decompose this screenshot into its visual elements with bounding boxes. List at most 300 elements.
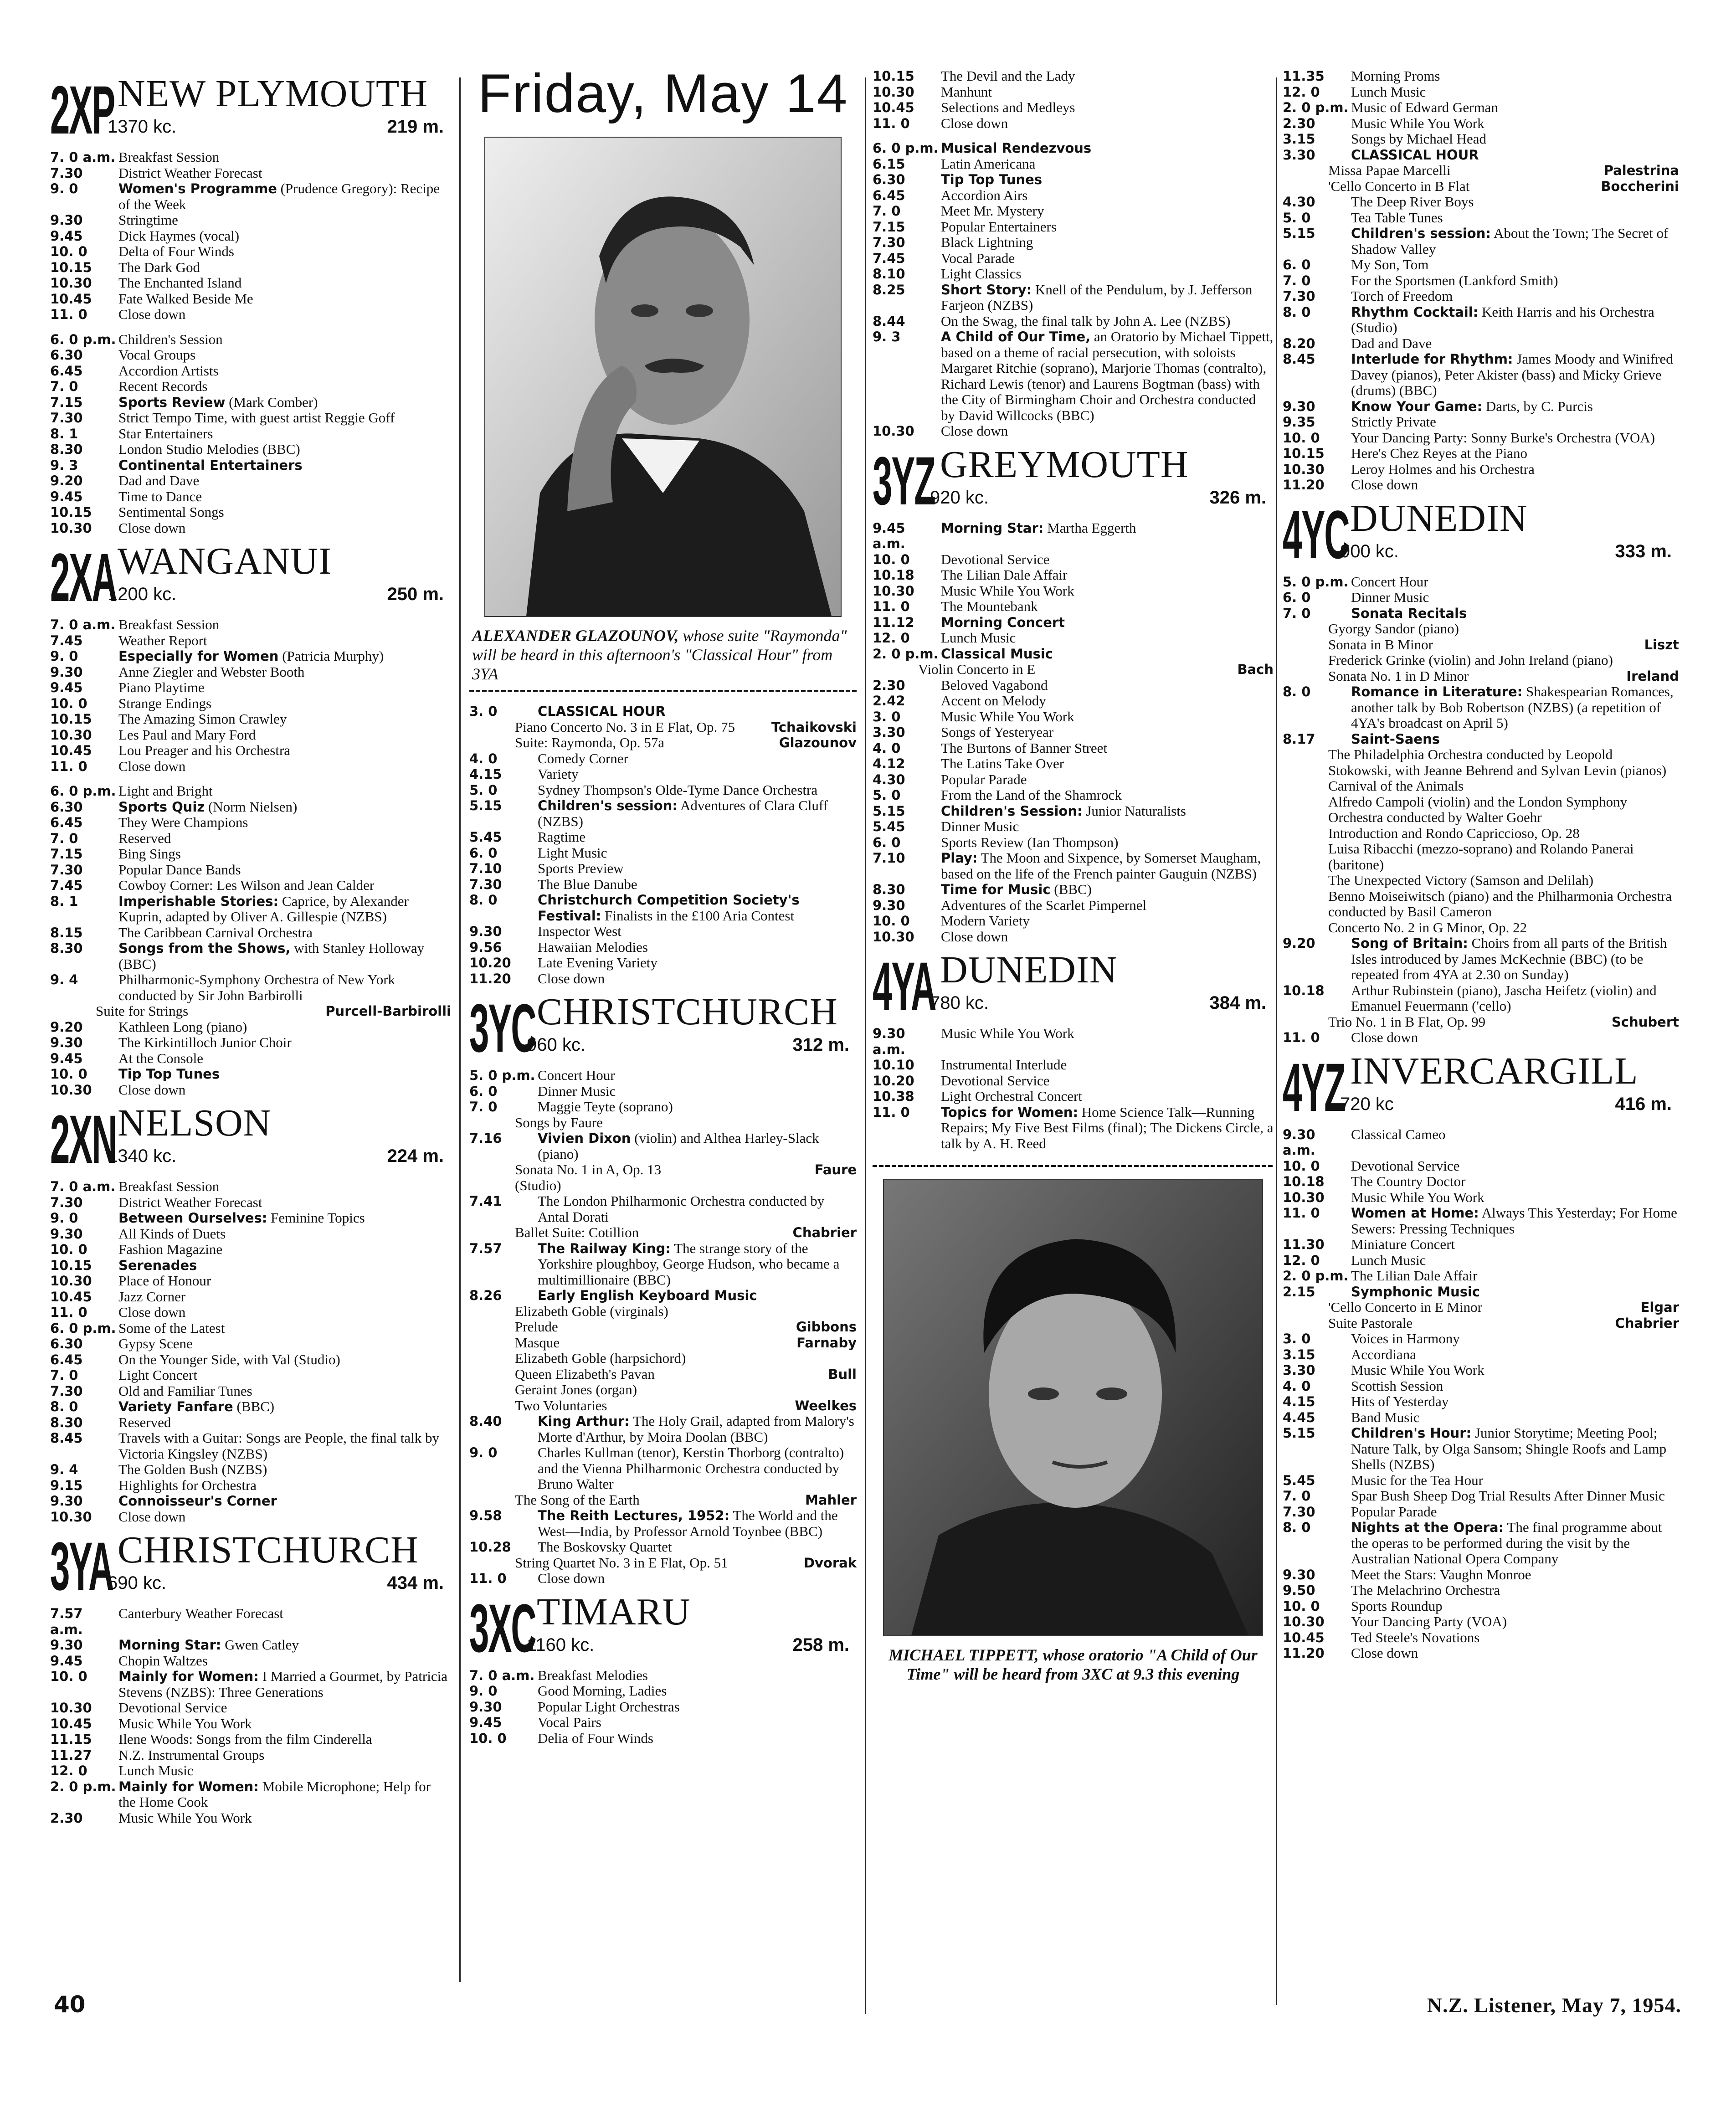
programme-time: 9.45 a.m. bbox=[873, 520, 905, 551]
programme-time: 5. 0 bbox=[873, 787, 901, 803]
programme-item bbox=[1283, 477, 1679, 493]
programme-description: Bing Sings bbox=[118, 846, 181, 862]
programme-item bbox=[873, 329, 1274, 423]
programme-item bbox=[50, 1305, 451, 1321]
composer: Faure bbox=[814, 1162, 857, 1177]
programme-time: 10.30 bbox=[873, 84, 914, 100]
station-list bbox=[469, 704, 857, 1746]
station-city: INVERCARGILL bbox=[1350, 1049, 1638, 1092]
programme-text bbox=[1351, 477, 1679, 493]
programme-description: Close down bbox=[941, 423, 1008, 439]
programme-item bbox=[873, 678, 1274, 694]
programme-description: Dad and Dave bbox=[1351, 335, 1432, 351]
work-title: Introduction and Rondo Capriccioso, Op. 28 bbox=[1328, 825, 1580, 841]
programme-detail bbox=[469, 1178, 857, 1194]
programme-item bbox=[873, 756, 1274, 772]
programme-description: Gwen Catley bbox=[225, 1637, 299, 1653]
programme-text bbox=[1351, 1598, 1679, 1614]
station-city: NELSON bbox=[118, 1102, 272, 1144]
programme-description: The Mountebank bbox=[941, 598, 1038, 614]
programme-text bbox=[538, 877, 857, 893]
programme-item bbox=[873, 1026, 1274, 1057]
programme-time: 10.10 bbox=[873, 1057, 914, 1073]
programme-text bbox=[118, 1747, 451, 1763]
programme-time: 7.45 bbox=[873, 250, 905, 266]
programme-description: Accordion Airs bbox=[941, 187, 1028, 203]
programme-item bbox=[1283, 462, 1679, 478]
programme-time: 6.15 bbox=[873, 156, 905, 172]
programme-item bbox=[50, 759, 451, 775]
programme-text bbox=[118, 862, 451, 878]
programme-item bbox=[1283, 1630, 1679, 1646]
programme-text bbox=[118, 410, 451, 426]
programme-item bbox=[873, 1105, 1274, 1152]
programme-time: 10.20 bbox=[873, 1073, 914, 1089]
programme-description: Popular Entertainers bbox=[941, 218, 1057, 235]
programme-text bbox=[941, 266, 1274, 282]
programme-time: 9.30 bbox=[50, 664, 83, 680]
programme-time: 10.30 bbox=[1283, 1614, 1325, 1629]
programme-time: 2. 0 p.m. bbox=[873, 646, 939, 662]
programme-item bbox=[50, 379, 451, 395]
programme-highlight: Tip Top Tunes bbox=[118, 1066, 220, 1082]
programme-description: The strange story of the Yorkshire ploughboy, George Hudson, who became a multimillionaire (BBC) bbox=[538, 1240, 840, 1288]
programme-description: Light and Bright bbox=[118, 783, 213, 799]
programme-text bbox=[538, 1068, 857, 1084]
spacer bbox=[50, 323, 451, 332]
programme-item bbox=[1283, 1473, 1679, 1489]
programme-time: 11. 0 bbox=[873, 599, 910, 614]
programme-text bbox=[118, 332, 451, 348]
column-4 bbox=[1283, 68, 1679, 2000]
work-title: Masque bbox=[515, 1334, 560, 1351]
programme-description: Junior Naturalists bbox=[1086, 802, 1186, 819]
programme-description: The Lilian Dale Affair bbox=[1351, 1268, 1478, 1284]
programme-text bbox=[538, 1193, 857, 1225]
programme-text bbox=[118, 1383, 451, 1399]
programme-description: Arthur Rubinstein (piano), Jascha Heifetz (violin) and Emanuel Feuermann ('cello) bbox=[1351, 982, 1657, 1014]
programme-description: Variety bbox=[538, 766, 579, 782]
programme-item bbox=[469, 782, 857, 798]
programme-item bbox=[50, 489, 451, 505]
programme-description: (BBC) bbox=[1054, 881, 1092, 897]
programme-text bbox=[941, 1073, 1274, 1089]
programme-highlight: Women at Home: bbox=[1351, 1205, 1479, 1221]
programme-text bbox=[118, 1082, 451, 1098]
programme-detail bbox=[1283, 841, 1679, 873]
programme-item bbox=[1283, 1127, 1679, 1158]
programme-text bbox=[1351, 590, 1679, 606]
programme-highlight: Morning Concert bbox=[941, 614, 1065, 630]
programme-text bbox=[118, 743, 451, 759]
programme-text bbox=[118, 1336, 451, 1352]
programme-detail bbox=[1283, 778, 1679, 794]
programme-time: 10.15 bbox=[50, 504, 92, 520]
station-header bbox=[1283, 497, 1679, 574]
programme-time: 7. 0 a.m. bbox=[50, 617, 116, 632]
programme-time: 9.30 bbox=[469, 1699, 502, 1715]
programme-text bbox=[941, 1105, 1274, 1152]
programme-time: 4.12 bbox=[873, 756, 905, 771]
programme-item bbox=[50, 1763, 451, 1779]
programme-description: Adventures of the Scarlet Pimpernel bbox=[941, 897, 1147, 913]
programme-description: an Oratorio by Michael Tippett, based on a theme of racial persecution, with soloists Margaret Ritchie (soprano), Marjorie Thomas (contralto), Richard Lewis (tenor) and Laurens Bogtman (bass) with the City of Birmingham Choir and Orchestra conducted by David Willcocks (BBC) bbox=[941, 329, 1274, 423]
work-title: Elizabeth Goble (harpsichord) bbox=[515, 1350, 686, 1366]
programme-item bbox=[469, 1539, 857, 1555]
programme-description: Selections and Medleys bbox=[941, 99, 1075, 115]
programme-item bbox=[1283, 1362, 1679, 1378]
divider bbox=[873, 1165, 1274, 1167]
programme-description: Close down bbox=[538, 1570, 605, 1586]
programme-description: Cowboy Corner: Les Wilson and Jean Calder bbox=[118, 877, 375, 893]
programme-text bbox=[118, 1195, 451, 1211]
programme-item bbox=[1283, 1347, 1679, 1363]
programme-highlight: Rhythm Cocktail: bbox=[1351, 304, 1479, 320]
programme-description: Accordion Artists bbox=[118, 362, 219, 379]
programme-description: Canterbury Weather Forecast bbox=[118, 1605, 283, 1621]
programme-highlight: Classical Music bbox=[941, 646, 1053, 662]
programme-time: 9. 3 bbox=[873, 329, 901, 344]
composer: Purcell-Barbirolli bbox=[325, 1003, 451, 1019]
programme-description: Hits of Yesterday bbox=[1351, 1393, 1449, 1409]
programme-item bbox=[1283, 1410, 1679, 1426]
programme-time: 8.10 bbox=[873, 266, 905, 282]
programme-text bbox=[941, 567, 1274, 583]
composer: Boccherini bbox=[1601, 178, 1679, 194]
programme-text bbox=[941, 929, 1274, 945]
programme-description: Weather Report bbox=[118, 632, 207, 648]
programme-text bbox=[941, 203, 1274, 219]
programme-item bbox=[1283, 446, 1679, 462]
programme-item bbox=[873, 709, 1274, 725]
programme-text bbox=[118, 648, 451, 664]
programme-text bbox=[118, 1430, 451, 1462]
programme-item bbox=[1283, 1331, 1679, 1347]
programme-time: 10.15 bbox=[50, 1257, 92, 1273]
programme-highlight: Especially for Women bbox=[118, 648, 279, 664]
programme-highlight: Vivien Dixon bbox=[538, 1130, 631, 1146]
programme-text bbox=[118, 1810, 451, 1826]
programme-detail bbox=[1283, 653, 1679, 668]
station-frequency: 920 kc. bbox=[930, 487, 989, 508]
programme-description: (Patricia Murphy) bbox=[282, 648, 384, 664]
programme-time: 10.30 bbox=[50, 1700, 92, 1716]
programme-detail bbox=[469, 1304, 857, 1320]
programme-text bbox=[941, 740, 1274, 756]
programme-item bbox=[50, 1082, 451, 1098]
programme-highlight: Sports Review bbox=[118, 394, 226, 410]
programme-item bbox=[1283, 351, 1679, 399]
programme-item bbox=[469, 1508, 857, 1539]
programme-time: 9. 0 bbox=[469, 1683, 498, 1699]
programme-item bbox=[50, 1019, 451, 1035]
programme-text bbox=[941, 725, 1274, 740]
programme-description: Place of Honour bbox=[118, 1273, 211, 1289]
programme-item bbox=[1283, 1253, 1679, 1269]
programme-item bbox=[50, 831, 451, 847]
programme-time: 10. 0 bbox=[50, 1669, 87, 1684]
programme-item bbox=[1283, 1598, 1679, 1614]
programme-description: Choirs from all parts of the British Isles introduced by James McKechnie (BBC) (to be repeated from 4YA at 2.30 on Sunday) bbox=[1351, 935, 1667, 982]
programme-description: Star Entertainers bbox=[118, 425, 213, 442]
programme-detail bbox=[1283, 889, 1679, 920]
programme-text bbox=[118, 878, 451, 894]
programme-description: Inspector West bbox=[538, 923, 621, 939]
programme-text bbox=[118, 347, 451, 363]
programme-item bbox=[50, 1732, 451, 1747]
programme-item bbox=[873, 787, 1274, 803]
programme-description: Close down bbox=[118, 758, 186, 774]
programme-text bbox=[538, 1668, 857, 1684]
programme-item bbox=[469, 751, 857, 767]
programme-text bbox=[1351, 100, 1679, 116]
caption-text: whose oratorio "A Child of Our Time" will be heard from 3XC at 9.3 this evening bbox=[906, 1646, 1258, 1683]
programme-time: 11. 0 bbox=[50, 1305, 87, 1320]
programme-text bbox=[941, 235, 1274, 251]
programme-item bbox=[50, 332, 451, 348]
programme-item bbox=[50, 862, 451, 878]
programme-text bbox=[118, 395, 451, 411]
programme-description: Strict Tempo Time, with guest artist Reggie Goff bbox=[118, 410, 395, 426]
station-city: WANGANUI bbox=[118, 540, 332, 582]
programme-highlight: Morning Star: bbox=[118, 1637, 221, 1653]
programme-item bbox=[873, 819, 1274, 835]
programme-description: Devotional Service bbox=[941, 551, 1050, 567]
programme-highlight: Women's Programme bbox=[118, 181, 277, 196]
programme-item bbox=[50, 1653, 451, 1669]
programme-text bbox=[1351, 935, 1679, 983]
programme-time: 7.15 bbox=[50, 846, 83, 862]
programme-detail bbox=[469, 1367, 857, 1382]
programme-item bbox=[469, 1683, 857, 1699]
programme-description: The Deep River Boys bbox=[1351, 194, 1474, 210]
programme-time: 7.45 bbox=[50, 878, 83, 893]
programme-description: Keith Harris and his Orchestra (Studio) bbox=[1351, 303, 1654, 335]
programme-text bbox=[538, 845, 857, 861]
programme-text bbox=[1351, 1645, 1679, 1661]
programme-time: 10. 0 bbox=[873, 913, 910, 929]
programme-description: Popular Light Orchestras bbox=[538, 1698, 680, 1715]
programme-highlight: CLASSICAL HOUR bbox=[1351, 147, 1479, 163]
caption-name: ALEXANDER GLAZOUNOV, bbox=[472, 627, 679, 645]
programme-time: 10.30 bbox=[873, 583, 914, 599]
programme-text bbox=[118, 1242, 451, 1258]
programme-time: 6.30 bbox=[50, 1336, 83, 1351]
station-city: CHRISTCHURCH bbox=[118, 1529, 419, 1571]
programme-description: Lunch Music bbox=[1351, 1252, 1426, 1268]
programme-time: 7.10 bbox=[873, 850, 905, 866]
programme-item bbox=[1283, 935, 1679, 983]
programme-text bbox=[941, 709, 1274, 725]
programme-time: 10.30 bbox=[50, 275, 92, 291]
programme-time: 7.15 bbox=[873, 219, 905, 235]
programme-time: 9. 0 bbox=[50, 648, 78, 664]
programme-time: 9.45 bbox=[50, 680, 83, 695]
programme-text bbox=[118, 363, 451, 379]
programme-text bbox=[941, 787, 1274, 803]
programme-highlight: Symphonic Music bbox=[1351, 1284, 1480, 1300]
programme-text bbox=[118, 489, 451, 505]
programme-time: 9.20 bbox=[50, 1019, 83, 1035]
programme-description: Music While You Work bbox=[1351, 1189, 1484, 1205]
programme-description: Chopin Waltzes bbox=[118, 1652, 208, 1669]
programme-text bbox=[941, 599, 1274, 615]
programme-description: Lunch Music bbox=[1351, 83, 1426, 100]
programme-item bbox=[1283, 288, 1679, 304]
programme-description: Kathleen Long (piano) bbox=[118, 1018, 247, 1035]
programme-highlight: Continental Entertainers bbox=[118, 457, 303, 473]
station-city: NEW PLYMOUTH bbox=[118, 72, 428, 115]
programme-item bbox=[50, 783, 451, 799]
programme-detail bbox=[1283, 621, 1679, 637]
programme-text bbox=[941, 329, 1274, 423]
programme-time: 10.18 bbox=[1283, 982, 1325, 998]
programme-item bbox=[50, 426, 451, 442]
programme-description: Charles Kullman (tenor), Kerstin Thorborg (contralto) and the Vienna Philharmonic Orchestra conducted by Bruno Walter bbox=[538, 1444, 844, 1492]
programme-time: 8.20 bbox=[1283, 335, 1315, 351]
programme-description: The Moon and Sixpence, by Somerset Maugham, based on the life of the French painter Gauguin (NZBS) bbox=[941, 850, 1261, 882]
programme-description: Anne Ziegler and Webster Booth bbox=[118, 663, 305, 680]
station-frequency: 1160 kc. bbox=[527, 1634, 595, 1655]
programme-time: 2. 0 p.m. bbox=[1283, 100, 1349, 115]
programme-time: 9.30 bbox=[1283, 1567, 1315, 1583]
programme-text bbox=[1351, 1205, 1679, 1237]
programme-time: 8.15 bbox=[50, 925, 83, 940]
programme-highlight: The Railway King: bbox=[538, 1240, 671, 1256]
programme-time: 9. 0 bbox=[469, 1445, 498, 1460]
programme-detail bbox=[873, 662, 1274, 678]
programme-time: 9.20 bbox=[1283, 935, 1315, 951]
programme-item bbox=[873, 140, 1274, 156]
programme-item bbox=[873, 772, 1274, 788]
programme-item bbox=[1283, 1237, 1679, 1253]
programme-item bbox=[469, 1068, 857, 1084]
programme-time: 7. 0 bbox=[1283, 272, 1311, 288]
programme-text bbox=[941, 678, 1274, 694]
programme-item bbox=[1283, 1425, 1679, 1473]
programme-text bbox=[118, 275, 451, 291]
programme-time: 9. 4 bbox=[50, 972, 78, 987]
programme-item bbox=[50, 165, 451, 181]
programme-item bbox=[1283, 68, 1679, 84]
programme-item bbox=[1283, 1205, 1679, 1237]
glazounov-photo bbox=[484, 137, 842, 617]
programme-text bbox=[941, 116, 1274, 132]
programme-detail bbox=[1283, 747, 1679, 778]
programme-item bbox=[1283, 1190, 1679, 1206]
station-header bbox=[50, 1101, 451, 1179]
programme-description: Close down bbox=[118, 1508, 186, 1525]
programme-item bbox=[873, 850, 1274, 882]
programme-text bbox=[118, 1462, 451, 1478]
programme-description: Always This Yesterday; For Home Sewers: Pressing Techniques bbox=[1351, 1205, 1677, 1237]
programme-item bbox=[50, 1352, 451, 1368]
programme-item bbox=[469, 1193, 857, 1225]
programme-time: 10.30 bbox=[50, 1273, 92, 1289]
column-1 bbox=[50, 68, 451, 1991]
station-frequency: 900 kc. bbox=[1340, 541, 1399, 561]
programme-text bbox=[118, 711, 451, 727]
programme-time: 11. 0 bbox=[1283, 1030, 1320, 1045]
programme-item bbox=[50, 711, 451, 727]
programme-time: 3. 0 bbox=[469, 704, 498, 719]
programme-description: Music While You Work bbox=[1351, 115, 1484, 131]
programme-time: 6.45 bbox=[50, 1351, 83, 1367]
programme-text bbox=[941, 850, 1274, 882]
programme-time: 11.12 bbox=[873, 614, 914, 630]
programme-item bbox=[1283, 1394, 1679, 1410]
programme-item bbox=[50, 815, 451, 831]
programme-text bbox=[118, 680, 451, 696]
programme-item bbox=[873, 313, 1274, 329]
station-wavelength: 258 m. bbox=[792, 1634, 849, 1655]
programme-time: 8.40 bbox=[469, 1413, 502, 1429]
programme-item bbox=[50, 473, 451, 489]
programme-description: Miniature Concert bbox=[1351, 1236, 1455, 1252]
programme-text bbox=[941, 646, 1274, 662]
programme-description: The Burtons of Banner Street bbox=[941, 740, 1108, 756]
composer: Chabrier bbox=[1615, 1315, 1679, 1331]
composer: Ireland bbox=[1626, 668, 1679, 684]
programme-text bbox=[941, 251, 1274, 267]
programme-description: Dinner Music bbox=[941, 818, 1019, 834]
programme-time: 6. 0 bbox=[1283, 257, 1311, 272]
programme-time: 12. 0 bbox=[873, 630, 910, 646]
programme-text bbox=[941, 913, 1274, 929]
programme-time: 9. 4 bbox=[50, 1462, 78, 1477]
programme-time: 8. 0 bbox=[50, 1399, 78, 1414]
column-rule bbox=[459, 77, 461, 1982]
programme-detail bbox=[469, 1398, 857, 1414]
programme-time: 7.30 bbox=[50, 862, 83, 878]
programme-description: Philharmonic-Symphony Orchestra of New York conducted by Sir John Barbirolli bbox=[118, 971, 395, 1003]
programme-text bbox=[1351, 983, 1679, 1014]
programme-time: 8. 0 bbox=[1283, 684, 1311, 699]
programme-item bbox=[1283, 1614, 1679, 1630]
programme-text bbox=[1351, 606, 1679, 622]
programme-text bbox=[1351, 462, 1679, 478]
programme-text bbox=[941, 156, 1274, 172]
programme-item bbox=[469, 1099, 857, 1115]
programme-description: Vocal Groups bbox=[118, 347, 196, 363]
programme-time: 4. 0 bbox=[469, 750, 498, 766]
programme-item bbox=[1283, 116, 1679, 132]
programme-text bbox=[538, 1099, 857, 1115]
programme-description: Sentimental Songs bbox=[118, 504, 224, 520]
programme-time: 8.17 bbox=[1283, 731, 1315, 747]
station-callsign: 2XP bbox=[50, 72, 115, 148]
programme-text bbox=[1351, 1268, 1679, 1284]
programme-description: Dad and Dave bbox=[118, 473, 200, 488]
programme-item bbox=[1283, 226, 1679, 257]
composer: Palestrina bbox=[1603, 163, 1679, 178]
programme-text bbox=[118, 1179, 451, 1195]
programme-detail bbox=[1283, 163, 1679, 179]
work-title: Suite Pastorale bbox=[1328, 1315, 1413, 1331]
programme-item bbox=[1283, 1488, 1679, 1504]
programme-time: 6. 0 p.m. bbox=[50, 1320, 116, 1336]
programme-description: N.Z. Instrumental Groups bbox=[118, 1747, 265, 1763]
programme-text bbox=[118, 1019, 451, 1035]
programme-item bbox=[469, 971, 857, 987]
programme-description: On the Younger Side, with Val (Studio) bbox=[118, 1351, 340, 1367]
station-callsign: 2XA bbox=[50, 539, 117, 616]
station-frequency: 960 kc. bbox=[527, 1035, 586, 1055]
programme-description: Accordiana bbox=[1351, 1346, 1416, 1362]
programme-description: The Country Doctor bbox=[1351, 1173, 1466, 1189]
programme-item bbox=[1283, 1174, 1679, 1190]
station-header bbox=[469, 1590, 857, 1668]
